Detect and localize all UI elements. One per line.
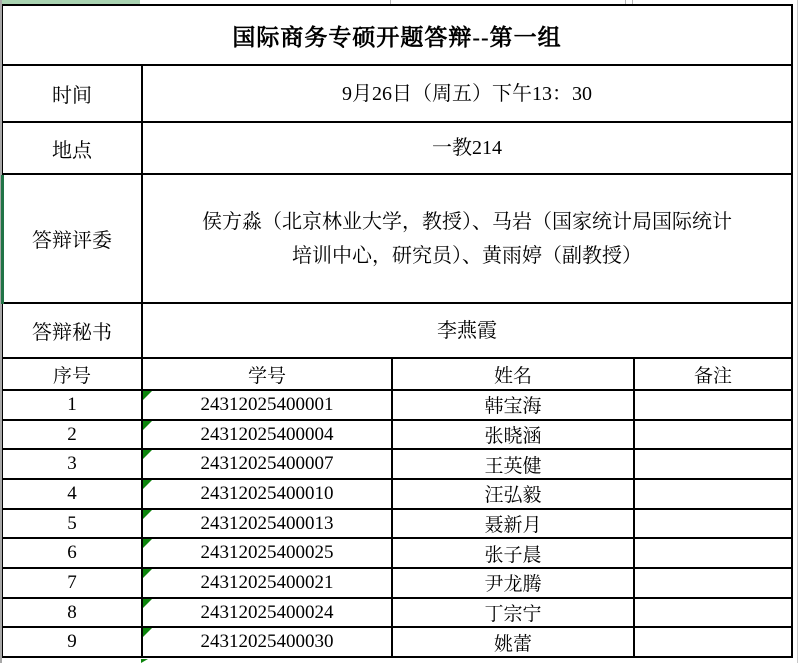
- secretary-row: [3, 304, 791, 359]
- green-triangle-icon: [143, 391, 152, 400]
- name-cell[interactable]: 姚蕾: [393, 628, 635, 656]
- header-id-cell[interactable]: 学号: [143, 359, 393, 389]
- table-row: [3, 480, 791, 510]
- remark-cell[interactable]: [635, 569, 791, 597]
- judges-label-cell[interactable]: 答辩评委: [3, 175, 143, 302]
- no-cell[interactable]: 4: [3, 480, 143, 508]
- remark-cell[interactable]: [635, 391, 791, 419]
- student-id-text: 24312025400030: [200, 631, 334, 653]
- student-id-text: 24312025400010: [200, 482, 334, 504]
- name-cell[interactable]: 丁宗宁: [393, 599, 635, 627]
- no-cell[interactable]: 6: [3, 539, 143, 567]
- student-id-text: 24312025400013: [200, 512, 334, 534]
- judges-line-1: 侯方淼（北京林业大学，教授）、马岩（国家统计局国际统计: [202, 210, 732, 233]
- student-id-text: 24312025400007: [200, 453, 334, 475]
- place-label-cell[interactable]: 地点: [3, 123, 143, 173]
- student-id-cell[interactable]: [143, 391, 393, 419]
- green-triangle-icon: [141, 659, 148, 663]
- name-cell[interactable]: 张子晨: [393, 539, 635, 567]
- no-cell[interactable]: 3: [3, 450, 143, 478]
- header-row: [3, 359, 791, 391]
- secretary-value-cell[interactable]: 李燕霞: [437, 319, 497, 342]
- green-triangle-icon: [143, 569, 152, 578]
- no-cell[interactable]: 8: [3, 599, 143, 627]
- table-row: [3, 628, 791, 656]
- title-row: [3, 6, 791, 66]
- place-value-cell[interactable]: 一教214: [432, 137, 502, 159]
- green-triangle-icon: [143, 510, 152, 519]
- student-id-cell[interactable]: [143, 480, 393, 508]
- window-edge: [0, 0, 2, 663]
- table-row: [3, 510, 791, 540]
- student-id-text: 24312025400001: [200, 393, 334, 415]
- defense-schedule-table: [1, 4, 793, 658]
- remark-cell[interactable]: [635, 510, 791, 538]
- student-id-cell[interactable]: [143, 510, 393, 538]
- green-triangle-icon: [143, 599, 152, 608]
- green-left-border-segment: [1, 175, 4, 304]
- judges-line-2: 培训中心，研究员）、黄雨婷（副教授）: [292, 244, 642, 267]
- remark-cell[interactable]: [635, 480, 791, 508]
- green-triangle-icon: [143, 628, 152, 637]
- remark-cell[interactable]: [635, 450, 791, 478]
- table-row: [3, 391, 791, 421]
- student-id-text: 24312025400024: [200, 601, 334, 623]
- green-triangle-icon: [143, 539, 152, 548]
- name-cell[interactable]: 张晓涵: [393, 421, 635, 449]
- name-cell[interactable]: 聂新月: [393, 510, 635, 538]
- time-label-cell[interactable]: 时间: [3, 66, 143, 121]
- time-value-cell[interactable]: 9月26日（周五）下午13：30: [342, 82, 592, 105]
- name-cell[interactable]: 王英健: [393, 450, 635, 478]
- student-id-text: 24312025400025: [200, 542, 334, 564]
- judges-row: [3, 175, 791, 304]
- student-id-cell[interactable]: [143, 569, 393, 597]
- table-row: [3, 539, 791, 569]
- name-cell[interactable]: 汪弘毅: [393, 480, 635, 508]
- header-remark-cell[interactable]: 备注: [693, 365, 732, 387]
- table-row: [3, 569, 791, 599]
- no-cell[interactable]: 2: [3, 421, 143, 449]
- student-id-cell[interactable]: [143, 628, 393, 656]
- gridline: [797, 0, 798, 663]
- secretary-label-cell[interactable]: 答辩秘书: [3, 304, 143, 357]
- green-triangle-icon: [143, 450, 152, 459]
- no-cell[interactable]: 9: [3, 628, 143, 656]
- table-row: [3, 450, 791, 480]
- student-rows: [3, 391, 791, 656]
- no-cell[interactable]: 1: [3, 391, 143, 419]
- student-id-cell[interactable]: [143, 539, 393, 567]
- student-id-cell[interactable]: [143, 450, 393, 478]
- table-row: [3, 421, 791, 451]
- table-title-cell[interactable]: 国际商务专硕开题答辩--第一组: [232, 24, 562, 50]
- remark-cell[interactable]: [635, 421, 791, 449]
- header-no-cell[interactable]: 序号: [3, 359, 143, 389]
- name-cell[interactable]: 尹龙腾: [393, 569, 635, 597]
- judges-value-cell[interactable]: [143, 175, 791, 302]
- student-id-text: 24312025400004: [200, 423, 334, 445]
- student-id-cell[interactable]: [143, 599, 393, 627]
- remark-cell[interactable]: [635, 599, 791, 627]
- student-id-text: 24312025400021: [200, 571, 334, 593]
- student-id-cell[interactable]: [143, 421, 393, 449]
- time-row: [3, 66, 791, 123]
- header-name-cell[interactable]: 姓名: [393, 359, 635, 389]
- place-row: [3, 123, 791, 175]
- green-triangle-icon: [143, 480, 152, 489]
- name-cell[interactable]: 韩宝海: [393, 391, 635, 419]
- no-cell[interactable]: 7: [3, 569, 143, 597]
- no-cell[interactable]: 5: [3, 510, 143, 538]
- table-row: [3, 599, 791, 629]
- remark-cell[interactable]: [635, 628, 791, 656]
- remark-cell[interactable]: [635, 539, 791, 567]
- green-triangle-icon: [143, 421, 152, 430]
